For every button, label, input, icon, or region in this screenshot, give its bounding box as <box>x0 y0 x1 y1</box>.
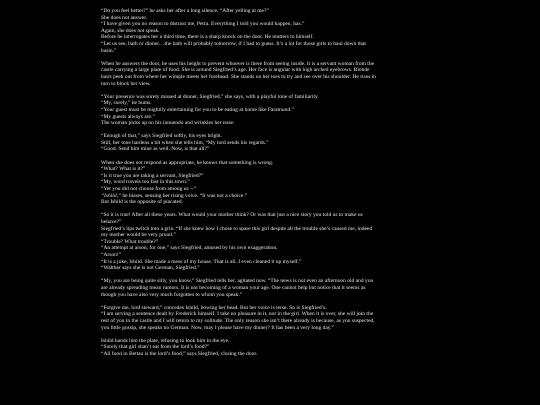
text-line: “Arson!” <box>101 251 122 258</box>
text-line: turn to block her view. <box>101 80 151 87</box>
text-line: She does not answer. <box>101 14 148 21</box>
text-line: The woman picks up on his innuendo and wrinkles her nose. <box>101 120 235 127</box>
text-line: “So it is true! After all these years. What would your mother think? Or was that just a nice story you told us to make us <box>101 212 363 219</box>
paragraph <box>101 212 439 271</box>
text-line: Ishild hands him the plate, refusing to look him in the eye. <box>101 337 230 344</box>
text-line: “Your presence was sorely missed at dinner, Siegfried,” she says, with a playful tone of familiarity. <box>101 93 319 100</box>
text-line: “My, surely,” he hums. <box>101 100 152 107</box>
text-line: “Enough of that,” says Siegfried softly, his eyes bright. <box>101 133 223 140</box>
paragraph <box>101 8 439 54</box>
text-line: rest of you in the castle and I will return to my solitude. The only reason she isn’t there already is because, as you suspected, <box>101 317 375 324</box>
text-line: “It is a joke, Ishild. She made a mess of my house. That is all. I even cleaned it up myself.” <box>101 258 302 265</box>
text-line: “What? What is it?” <box>101 166 146 173</box>
text-line: When he answers the door, he uses his height to prevent whoever is there from seeing inside. It is a servant woman from the <box>101 60 375 67</box>
text-line: “I have given you no reason to distrust me, Petra. Everything I told you would happen, has.” <box>101 21 305 28</box>
text-line: Before he interrogates her a third time, there is a sharp knock on the door. He mutters to himself. <box>101 34 314 41</box>
paragraph <box>101 338 439 358</box>
text-line: hairs peek out from where her wimple meets her forehead. She stands on her toes to try and see over his shoulder. He rises in <box>101 73 376 80</box>
paragraph <box>101 278 439 298</box>
paragraph <box>101 305 439 331</box>
text-line: “All food in Bettau is the lord’s food,” says Siegfried, closing the door. <box>101 350 258 357</box>
text-line: you little gossip, she speaks no German. Now, may I please have my dinner? It has been a very long day.” <box>101 324 334 331</box>
paragraph-gap <box>101 153 439 160</box>
text-line: Siegfried’s lips twitch into a grin. “If she knew how I chose to spare this girl despite all the trouble she’s caused me, indeed <box>101 225 373 232</box>
text-line: “Yet you did not choose from among us --” <box>101 186 197 193</box>
text-line: “Your guest must be mightily entertaining for you to be eating at home like Faramund.” <box>101 106 294 113</box>
text-line: are already spreading mean rumors. It is not becoming of a woman your age. One cannot help but notice that it seems as <box>101 284 366 291</box>
text-line: “Walther says she is not German, Siegfried.” <box>101 265 200 272</box>
text-line: “Good. Send him mine as well. Now, is that all?” <box>101 146 210 153</box>
text-line: “Is it true you are taking a servant, Siegfried?” <box>101 172 204 179</box>
text-line: “I am serving a sentence dealt by Frederick himself. I take no pleasure in it, nor in the girl. When it is over, she will join the <box>101 311 374 318</box>
text-span: he hisses, sensing her rising voice. “It was not a choice.” <box>121 192 248 199</box>
text-line: “Forgive me, lord steward,” concedes Ishild, bowing her head. But her voice is terse. So is Siegfried’s. <box>101 304 327 311</box>
document-text <box>101 8 439 357</box>
text-line: Again, she does not speak. <box>101 27 160 34</box>
text-line: “Do you feel better?” he asks her after a long silence. “After yelling at me?” <box>101 8 269 14</box>
paragraph-gap <box>101 87 439 94</box>
text-line: “An attempt at arson, for one,” says Siegfried, amused by his own exaggeration. <box>101 245 278 252</box>
paragraph <box>101 61 439 87</box>
paragraph <box>101 133 439 153</box>
paragraph-gap <box>101 54 439 61</box>
text-line: basin.” <box>101 47 117 54</box>
text-line: castle carrying a large plate of food. She is around Siegfried’s age. Her face is angular with high arched eyebrows. Blonde <box>101 67 370 74</box>
paragraph <box>101 160 439 206</box>
text-line: my mother would be very proud.” <box>101 232 176 239</box>
text-line: “My, word travels too fast in this town.” <box>101 179 190 186</box>
italic-name: “Ishild,” <box>101 192 122 199</box>
text-line: “Trouble? What trouble?” <box>101 238 159 245</box>
text-line: “My, you are being quite silly, you know,” Siegfried tells her, agitated now. “The news is not even an afternoon old and you <box>101 278 374 285</box>
paragraph <box>101 94 439 127</box>
text-line: behave?” <box>101 219 122 225</box>
text-line: “My guests always are.” <box>101 113 155 120</box>
text-line: But Ishild is the opposite of placated. <box>101 199 184 206</box>
paragraph-gap <box>101 331 439 338</box>
text-line: “Let us see, bath or dinner…the bath will probably tomorrow, if I had to guess. It’s a lot for those girls to haul down that <box>101 40 366 47</box>
text-line: When she does not respond as appropriate, he knows that something is wrong. <box>101 159 274 166</box>
paragraph-gap <box>101 298 439 305</box>
text-line: “Surely that girl shan’t eat from the lord’s food?” <box>101 344 210 351</box>
text-line: Still, her tone hardens a bit when she tells him, “My lord sends his regards.” <box>101 139 269 146</box>
text-line: though you have also very much forgotten to whom you speak.” <box>101 291 243 298</box>
